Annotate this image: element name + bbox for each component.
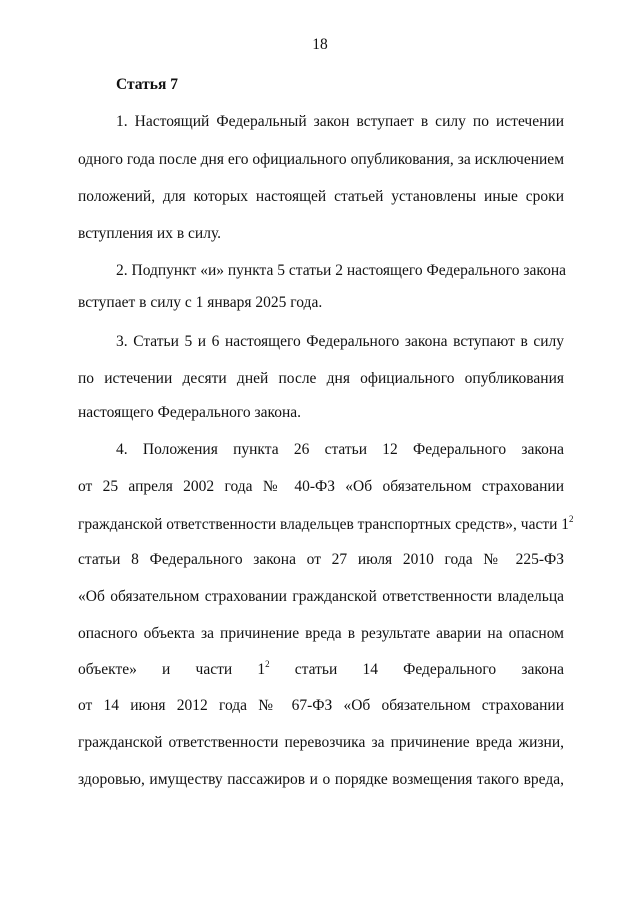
paragraph-4-line-10: здоровью, имуществу пассажиров и о порядке возмещения такого вреда, bbox=[78, 771, 564, 788]
paragraph-2-line-2: вступает в силу с 1 января 2025 года. bbox=[78, 294, 323, 311]
paragraph-4-line-4: статьи 8 Федерального закона от 27 июля 2010 года № 225-ФЗ bbox=[78, 551, 564, 568]
paragraph-3-line-1: 3. Статьи 5 и 6 настоящего Федерального закона вступают в силу bbox=[116, 333, 564, 350]
paragraph-1-line-2: одного года после дня его официального опубликования, за исключением bbox=[78, 151, 564, 168]
paragraph-4-line-7 bbox=[78, 661, 564, 679]
page-number: 18 bbox=[312, 36, 328, 53]
paragraph-3-line-2: по истечении десяти дней после дня официального опубликования bbox=[78, 370, 564, 387]
paragraph-4-line-6: опасного объекта за причинение вреда в результате аварии на опасном bbox=[78, 625, 564, 642]
paragraph-3-line-3: настоящего Федерального закона. bbox=[78, 404, 302, 421]
paragraph-4-line-7-end: статьи 14 Федерального закона bbox=[294, 661, 565, 678]
paragraph-2-line-1: 2. Подпункт «и» пункта 5 статьи 2 настоящего Федерального закона bbox=[116, 262, 567, 279]
paragraph-4-line-3-text: гражданской ответственности владельцев транспортных средств», части 1 bbox=[78, 516, 570, 533]
paragraph-4-line-8: от 14 июня 2012 года № 67-ФЗ «Об обязательном страховании bbox=[78, 697, 564, 714]
paragraph-4-line-3 bbox=[78, 514, 574, 534]
paragraph-1-line-3: положений, для которых настоящей статьей установлены иные сроки bbox=[78, 188, 564, 205]
paragraph-4-line-7-start: объекте» и части 1 bbox=[78, 661, 266, 678]
paragraph-4-line-5: «Об обязательном страховании гражданской ответственности владельца bbox=[78, 588, 564, 605]
superscript: 2 bbox=[265, 659, 270, 669]
superscript: 2 bbox=[569, 514, 574, 524]
article-heading: Статья 7 bbox=[116, 76, 178, 93]
paragraph-1-line-4: вступления их в силу. bbox=[78, 225, 222, 242]
paragraph-4-line-1: 4. Положения пункта 26 статьи 12 Федерального закона bbox=[116, 441, 564, 458]
paragraph-1-line-1: 1. Настоящий Федеральный закон вступает в силу по истечении bbox=[116, 113, 564, 130]
paragraph-4-line-2: от 25 апреля 2002 года № 40-ФЗ «Об обязательном страховании bbox=[78, 478, 564, 495]
paragraph-4-line-9: гражданской ответственности перевозчика за причинение вреда жизни, bbox=[78, 734, 564, 751]
